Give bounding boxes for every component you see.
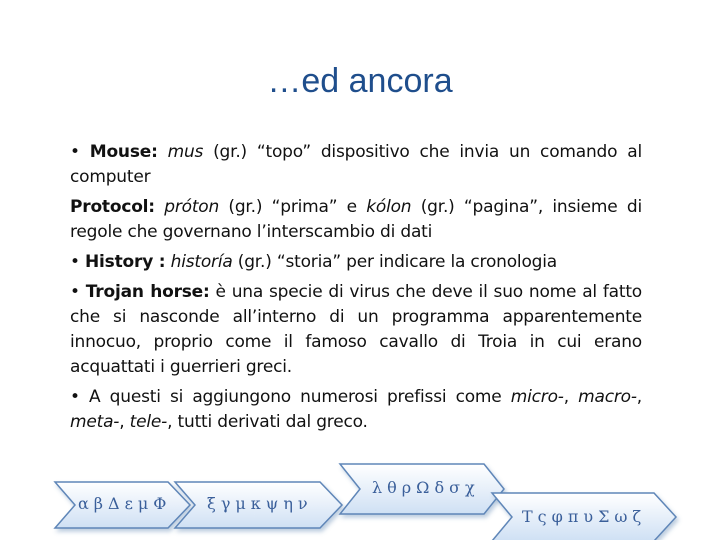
- prefix-tele: tele-: [129, 412, 168, 432]
- text-run: ,: [563, 387, 579, 407]
- bullet: •: [70, 142, 90, 162]
- bullet: •: [70, 252, 86, 272]
- text-run: A questi si aggiungono numerosi prefissi come: [89, 387, 511, 407]
- term-protocol: Protocol:: [70, 197, 155, 217]
- text-run: (gr.) “topo” dispositivo che invia un comando al computer: [70, 142, 642, 187]
- prefix-macro: macro-: [578, 387, 637, 407]
- slide-title: …ed ancora: [267, 62, 453, 100]
- greek-letters-3: λθρΩδσχ: [372, 478, 480, 497]
- etymology-historia: historía: [170, 252, 233, 272]
- etymology-proton: próton: [164, 197, 220, 217]
- term-trojan-horse: Trojan horse:: [85, 282, 210, 302]
- text-run: (gr.) “prima” e: [219, 197, 367, 217]
- bullet: •: [70, 282, 86, 302]
- prefix-meta: meta-: [70, 412, 120, 432]
- greek-letters-4: ΤςφπυΣωζ: [522, 507, 647, 526]
- text-run: ,: [636, 387, 643, 407]
- text-run: (gr.) “storia” per indicare la cronologia: [232, 252, 557, 272]
- text-run: è una specie di virus che deve il suo nome al fatto che si nasconde all’interno di un programma apparentemente innocuo, proprio come il famoso cavallo di Troia in cui erano acquattati i guerrieri greci.: [70, 282, 643, 377]
- prefix-micro: micro-: [510, 387, 564, 407]
- greek-letters-2: ξγμκψην: [207, 494, 313, 513]
- etymology-kolon: kólon: [366, 197, 412, 217]
- text-run: ,: [119, 412, 130, 432]
- greek-letters-1: αβΔεμΦ: [78, 494, 172, 513]
- text-run: , tutti derivati dal greco.: [167, 412, 368, 432]
- etymology-mus: mus: [167, 142, 204, 162]
- text-run: (gr.) “pagina”, insieme di regole che governano l’interscambio di dati: [70, 197, 642, 242]
- term-history: History :: [85, 252, 166, 272]
- term-mouse: Mouse:: [89, 142, 158, 162]
- bullet: •: [70, 387, 90, 407]
